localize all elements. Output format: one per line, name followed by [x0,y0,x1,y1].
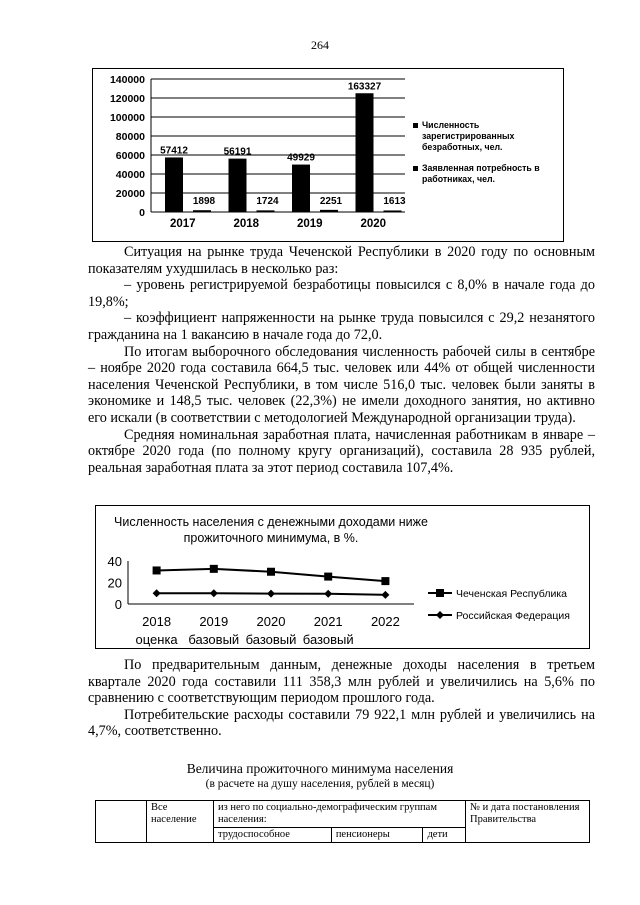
y-tick-label: 40 [107,554,122,569]
x-tick-label: 2019 [296,218,323,230]
y-tick-label: 20000 [115,188,145,200]
y-tick-label: 140000 [109,74,145,86]
y-tick-label: 100000 [109,112,145,124]
y-tick-label: 20 [107,575,122,591]
x-tick-label: 2020 [256,614,286,629]
bar-data-label: 163327 [347,81,382,93]
paragraph-unemployment-rate: – уровень регистрируемой безработицы повысился с 8,0% в начале года до 19,8%; [88,277,595,310]
paragraph-tension-coefficient: – коэффициент напряженности на рынке труда повысился с 29,2 незанятого гражданина на 1 вакансию в начале года до 72,0. [88,310,595,343]
legend-label-unemployed: Численность зарегистрированных безработных, чел. [422,120,515,152]
bar-data-label: 1898 [192,196,216,207]
bar-unemployed [356,93,374,212]
table-header-children: дети [423,828,466,843]
line-chart-poverty [95,505,590,649]
y-tick-label: 40000 [115,169,145,181]
bar-vacancies [320,210,338,212]
data-point [210,565,218,573]
x-tick-label: 2019 [199,614,229,629]
table-header-all: Все население [147,801,214,843]
table-subtitle: (в расчете на душу населения, рублей в месяц) [205,778,435,790]
bar-data-label: 49929 [287,152,315,164]
legend-marker-vacancies [413,166,418,171]
x-tick-label: 2017 [169,218,196,230]
chart-title: Численность населения с денежными доходами ниже прожиточного минимума, в %. [114,515,428,545]
line-chart-svg [96,506,589,648]
bar-vacancies [193,210,211,212]
text-block-labor-market [88,244,595,476]
bar-chart-unemployment [92,68,564,242]
subsistence-table [95,800,590,843]
bar-unemployed [165,157,183,212]
bar-unemployed [229,159,247,212]
bar-chart-svg [93,69,563,241]
y-tick-label: 0 [114,597,122,612]
bar-vacancies [257,210,275,212]
data-point [381,591,389,599]
x-tick-sublabel: базовый [302,632,354,647]
data-point [267,590,275,598]
legend-label: Российская Федерация [456,610,570,622]
bar-data-label: 57412 [160,145,188,157]
legend-label: Чеченская Республика [456,588,567,600]
x-tick-sublabel: базовый [188,632,240,647]
table-header-pensioners: пенсионеры [331,828,423,843]
x-tick-label: 2020 [360,218,387,230]
bar-vacancies [384,210,402,212]
data-point [324,590,332,598]
x-tick-sublabel: базовый [245,632,297,647]
x-tick-label: 2021 [313,614,343,629]
legend-label-vacancies: Заявленная потребность в работниках, чел. [422,163,540,184]
y-tick-label: 0 [139,207,145,219]
y-tick-label: 80000 [115,131,145,143]
x-tick-label: 2018 [233,218,260,230]
data-point [153,589,161,597]
y-tick-label: 60000 [115,150,145,162]
data-point [267,568,275,576]
bar-data-label: 2251 [319,196,343,207]
x-tick-sublabel: оценка [135,632,178,647]
legend-marker [436,589,444,597]
bar-data-label: 1724 [256,196,279,207]
data-point [210,589,218,597]
x-tick-label: 2022 [370,614,400,629]
bar-data-label: 1613 [383,196,406,207]
data-point [381,577,389,585]
bar-data-label: 56191 [223,146,252,158]
data-point [153,566,161,574]
table-header-groups: из него по социально-демографическим группам населения: [214,801,466,828]
paragraph-wages: Средняя номинальная заработная плата, начисленная работникам в январе – октябре 2020 года (по полному кругу организаций), составила 28 935 рублей, реальная заработная плата за этот период составила 107,4%. [88,426,595,476]
data-point [324,573,332,581]
x-tick-label: 2018 [142,614,172,629]
table-header-working: трудоспособное [214,828,332,843]
y-tick-label: 120000 [109,93,145,105]
table-cell-empty [96,801,147,843]
paragraph-labor-force: По итогам выборочного обследования численность рабочей силы в сентябре – ноябре 2020 года составила 664,5 тыс. человек или 44% от общей численности населения Чеченской Республики, в том числе 516,0 тыс. человек были заняты в экономике и 148,5 тыс. человек (22,3%) не имели доходного занятия, но активно его искали (в соответствии с методологией Международной организации труда). [88,343,595,426]
legend-marker-unemployed [413,123,418,128]
paragraph-labor-situation: Ситуация на рынке труда Чеченской Республики в 2020 году по основным показателям ухудшилась в несколько раз: [88,244,595,277]
table-header-decree: № и дата постановления Правительства [466,801,590,843]
legend-marker [436,611,444,619]
text-block-income [88,657,595,740]
paragraph-consumer-spending: Потребительские расходы составили 79 922,1 млн рублей и увеличились на 4,7%, соответственно. [88,706,595,740]
table-title: Величина прожиточного минимума населения [186,761,454,776]
page-number: 264 [311,38,329,52]
bar-unemployed [292,165,310,212]
paragraph-income: По предварительным данным, денежные доходы населения в третьем квартале 2020 года составили 111 358,3 млн рублей и увеличились на 5,6% по сравнению с соответствующим периодом прошлого года. [88,657,595,707]
